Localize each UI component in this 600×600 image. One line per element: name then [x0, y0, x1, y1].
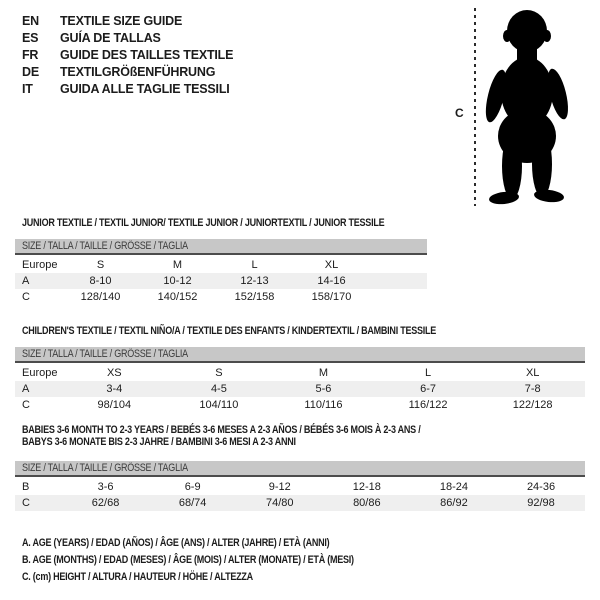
- language-row-fr: [22, 47, 233, 64]
- col-header-europe: Europe: [22, 259, 58, 271]
- col-header-size: XL: [525, 367, 540, 379]
- babies-size-bar: [15, 461, 585, 477]
- row-label: A: [22, 275, 30, 287]
- col-header-size: S: [96, 259, 105, 271]
- children-header-row: [15, 365, 585, 381]
- table-cell: 10-12: [163, 275, 192, 287]
- table-cell: 4-5: [210, 383, 227, 395]
- table-cell: 158/170: [311, 291, 352, 303]
- language-code: DE: [22, 65, 39, 79]
- junior-header-row: [15, 257, 427, 273]
- language-code: EN: [22, 14, 39, 28]
- table-cell: 5-6: [315, 383, 332, 395]
- table-cell: 98/104: [97, 399, 132, 411]
- table-cell: 3-6: [97, 481, 114, 493]
- junior-size-bar: [15, 239, 427, 255]
- table-cell: 86/92: [440, 497, 468, 509]
- babies-row-c: [15, 495, 585, 511]
- table-cell: 8-10: [89, 275, 112, 287]
- table-cell: 68/74: [178, 497, 207, 509]
- table-cell: 7-8: [524, 383, 541, 395]
- table-cell: 104/110: [199, 399, 239, 411]
- height-label-c: C: [455, 106, 464, 120]
- babies-title-line2: BABYS 3-6 MONATE BIS 2-3 JAHRE / BAMBINI 3-6 MESI A 2-3 ANNI: [22, 436, 296, 448]
- table-cell: 80/86: [353, 497, 381, 509]
- table-cell: 116/122: [408, 399, 448, 411]
- table-cell: 6-7: [420, 383, 437, 395]
- language-row-de: [22, 64, 233, 81]
- note-c: C. (cm) HEIGHT / ALTURA / HAUTEUR / HÖHE / ALTEZZA: [22, 571, 253, 583]
- language-code: FR: [22, 48, 39, 62]
- table-cell: 140/152: [157, 291, 198, 303]
- col-header-europe: Europe: [22, 367, 58, 379]
- language-code: ES: [22, 31, 39, 45]
- size-bar-label: SIZE / TALLA / TAILLE / GRÖSSE / TAGLIA: [22, 348, 188, 360]
- table-cell: 12-18: [352, 481, 381, 493]
- table-cell: 152/158: [234, 291, 275, 303]
- children-title-text: CHILDREN'S TEXTILE / TEXTIL NIÑO/A / TEXTILE DES ENFANTS / KINDERTEXTIL / BAMBINI TESSILE: [22, 325, 437, 337]
- table-cell: 6-9: [184, 481, 201, 493]
- children-size-bar: [15, 347, 585, 363]
- children-row-a: [15, 381, 585, 397]
- measurement-notes: [22, 535, 427, 586]
- language-code: IT: [22, 82, 33, 96]
- junior-table: [15, 257, 427, 305]
- babies-title-line1: BABIES 3-6 MONTH TO 2-3 YEARS / BEBÉS 3-6 MESES A 2-3 AÑOS / BÉBÉS 3-6 MOIS À 2-3 ANS /: [22, 424, 421, 436]
- row-label: C: [22, 399, 30, 411]
- size-bar-label: SIZE / TALLA / TAILLE / GRÖSSE / TAGLIA: [22, 462, 188, 474]
- babies-section-title: [22, 424, 508, 448]
- children-row-c: [15, 397, 585, 413]
- col-header-size: S: [215, 367, 223, 379]
- language-title: TEXTILE SIZE GUIDE: [60, 14, 183, 28]
- children-table: [15, 365, 585, 413]
- language-row-it: [22, 81, 233, 98]
- table-cell: 18-24: [439, 481, 468, 493]
- table-cell: 74/80: [265, 497, 294, 509]
- col-header-size: M: [318, 367, 329, 379]
- col-header-size: XS: [106, 367, 122, 379]
- junior-row-a: [15, 273, 427, 289]
- height-measure-line: [474, 8, 476, 206]
- table-cell: 122/128: [512, 399, 553, 411]
- language-title: GUÍA DE TALLAS: [60, 31, 161, 45]
- table-cell: 24-36: [526, 481, 556, 493]
- table-cell: 9-12: [268, 481, 291, 493]
- language-row-es: [22, 30, 233, 47]
- table-cell: 128/140: [80, 291, 121, 303]
- table-cell: 62/68: [91, 497, 120, 509]
- note-b: B. AGE (MONTHS) / EDAD (MESES) / ÂGE (MOIS) / ALTER (MONATE) / ETÀ (MESI): [22, 554, 354, 566]
- babies-row-b: [15, 479, 585, 495]
- row-label: B: [22, 481, 30, 493]
- language-row-en: [22, 13, 233, 30]
- children-section-title: [22, 325, 527, 337]
- col-header-size: L: [251, 259, 258, 271]
- col-header-size: L: [425, 367, 432, 379]
- note-a: A. AGE (YEARS) / EDAD (AÑOS) / ÂGE (ANS) / ALTER (JAHRE) / ETÀ (ANNI): [22, 537, 330, 549]
- col-header-size: M: [172, 259, 183, 271]
- language-title-list: [22, 13, 233, 98]
- junior-title-text: JUNIOR TEXTILE / TEXTIL JUNIOR/ TEXTILE JUNIOR / JUNIORTEXTIL / JUNIOR TESSILE: [22, 217, 385, 229]
- col-header-size: XL: [324, 259, 339, 271]
- baby-silhouette-image: [478, 8, 578, 208]
- table-cell: 14-16: [317, 275, 346, 287]
- language-title: GUIDE DES TAILLES TEXTILE: [60, 48, 234, 62]
- row-label: C: [22, 291, 30, 303]
- junior-row-c: [15, 289, 427, 305]
- row-label: A: [22, 383, 30, 395]
- junior-section-title: [22, 217, 464, 229]
- babies-table: [15, 479, 585, 511]
- size-bar-label: SIZE / TALLA / TAILLE / GRÖSSE / TAGLIA: [22, 240, 188, 252]
- table-cell: 92/98: [527, 497, 555, 509]
- language-title: GUIDA ALLE TAGLIE TESSILI: [60, 82, 230, 96]
- table-cell: 12-13: [240, 275, 269, 287]
- language-title: TEXTILGRÖßENFÜHRUNG: [60, 65, 216, 79]
- table-cell: 110/116: [304, 399, 343, 411]
- row-label: C: [22, 497, 30, 509]
- table-cell: 3-4: [106, 383, 123, 395]
